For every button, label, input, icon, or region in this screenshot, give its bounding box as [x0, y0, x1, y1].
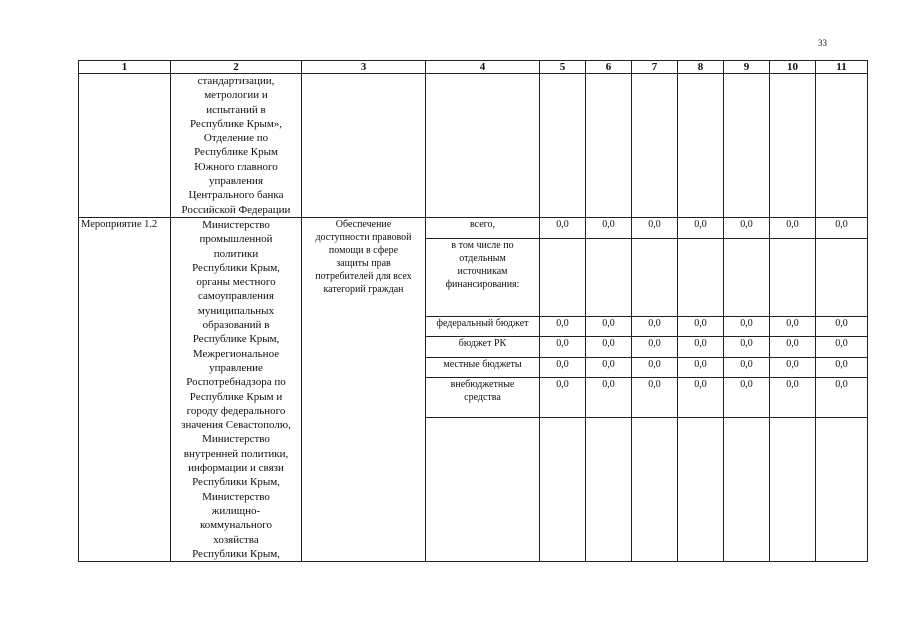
funding-source: местные бюджеты — [426, 357, 540, 378]
value-cell: 0,0 — [540, 217, 586, 238]
value-cell: 0,0 — [724, 378, 770, 418]
value-cell: 0,0 — [678, 378, 724, 418]
column-header: 8 — [678, 61, 724, 74]
column-header: 7 — [632, 61, 678, 74]
value-cell: 0,0 — [816, 337, 868, 358]
value-cell: 0,0 — [816, 357, 868, 378]
measure-goal: Обеспечение доступности правовой помощи в сфере защиты прав потребителей для всех категорий граждан — [302, 217, 426, 561]
measure-row-total — [79, 217, 868, 238]
value-cell: 0,0 — [770, 316, 816, 337]
value-cell: 0,0 — [724, 316, 770, 337]
value-cell: 0,0 — [816, 378, 868, 418]
value-cell: 0,0 — [586, 217, 632, 238]
value-cell: 0,0 — [678, 316, 724, 337]
continuation-row — [79, 74, 868, 218]
value-cell: 0,0 — [540, 337, 586, 358]
value-cell: 0,0 — [586, 337, 632, 358]
value-cell: 0,0 — [632, 316, 678, 337]
column-header: 10 — [770, 61, 816, 74]
column-header: 3 — [302, 61, 426, 74]
column-header: 2 — [171, 61, 302, 74]
value-cell: 0,0 — [816, 316, 868, 337]
measure-label: Мероприятие 1.2 — [79, 217, 171, 561]
funding-source: федеральный бюджет — [426, 316, 540, 337]
funding-source: бюджет РК — [426, 337, 540, 358]
column-header: 11 — [816, 61, 868, 74]
value-cell: 0,0 — [678, 217, 724, 238]
value-cell: 0,0 — [678, 337, 724, 358]
funding-source: в том числе по отдельным источникам финансирования: — [426, 238, 540, 316]
value-cell: 0,0 — [816, 217, 868, 238]
value-cell: 0,0 — [770, 217, 816, 238]
funding-source: внебюджетные средства — [426, 378, 540, 418]
value-cell: 0,0 — [632, 217, 678, 238]
value-cell: 0,0 — [724, 357, 770, 378]
value-cell: 0,0 — [770, 337, 816, 358]
value-cell: 0,0 — [586, 357, 632, 378]
value-cell: 0,0 — [770, 357, 816, 378]
value-cell: 0,0 — [632, 357, 678, 378]
value-cell: 0,0 — [724, 337, 770, 358]
value-cell: 0,0 — [632, 378, 678, 418]
column-header: 5 — [540, 61, 586, 74]
column-header: 6 — [586, 61, 632, 74]
funding-source: всего, — [426, 217, 540, 238]
value-cell: 0,0 — [770, 378, 816, 418]
page-number: 33 — [818, 38, 827, 48]
header-row — [79, 61, 868, 74]
value-cell: 0,0 — [540, 378, 586, 418]
continuation-text: стандартизации, метрологии и испытаний в Республике Крым», Отделение по Республике Крым Южного главного управления Центрального банка Российской Федерации — [171, 74, 302, 218]
column-header: 9 — [724, 61, 770, 74]
column-header: 1 — [79, 61, 171, 74]
measure-executors: Министерство промышленной политики Республики Крым, органы местного самоуправления муниципальных образований в Республике Крым, Межрегиональное управление Роспотребнадзора по Республике Крым и городу федерального значения Севастополю, Министерство внутренней политики, информации и связи Республики Крым, Министерство жилищно- коммунального хозяйства Республики Крым, — [171, 217, 302, 561]
program-table — [78, 60, 868, 562]
value-cell: 0,0 — [540, 316, 586, 337]
value-cell: 0,0 — [540, 357, 586, 378]
column-header: 4 — [426, 61, 540, 74]
value-cell: 0,0 — [724, 217, 770, 238]
value-cell: 0,0 — [678, 357, 724, 378]
value-cell: 0,0 — [632, 337, 678, 358]
value-cell: 0,0 — [586, 316, 632, 337]
value-cell: 0,0 — [586, 378, 632, 418]
